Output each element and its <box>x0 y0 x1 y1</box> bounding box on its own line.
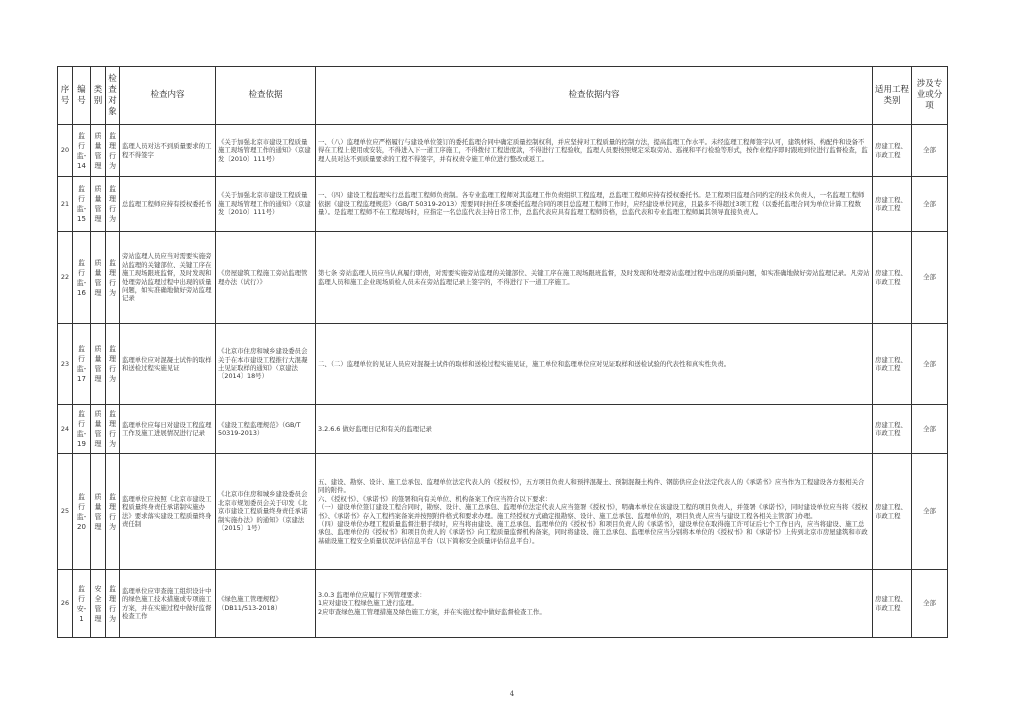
cell-basis-content: 一、（四）建设工程监理实行总监理工程师负责制。各专业监理工程师对其监理工作负责组织工程监理，总监理工程师应持有授权委托书。是工程项目监理合同约定的技术负责人，一名监理工程师依据《建设工程监理规范》（GB/T 50319-2013）需要同时担任多项委托监理合同的项目总监理工程师工作时，应经建设单位同意，且最多不得超过3项工程（以委托监理合同为单位计算工程数量）。是监理工程师不在工程现场时，应指定一名总监代表主持日常工作，总监代表应具有监理工程师资格，总监代表和专业监理工程师属其领导直接负责人。 <box>316 177 873 232</box>
cell-target: 监理行为 <box>106 454 120 570</box>
cell-code: 监行监-16 <box>73 232 91 324</box>
col-content: 检查内容 <box>120 67 216 125</box>
cell-division: 全部 <box>912 570 948 638</box>
col-division: 涉及专业或分项 <box>912 67 948 125</box>
cell-seq: 20 <box>58 125 73 177</box>
cell-seq: 21 <box>58 177 73 232</box>
cell-target: 监理行为 <box>106 177 120 232</box>
cell-division: 全部 <box>912 405 948 454</box>
cell-category: 质量管理 <box>91 125 106 177</box>
cell-basis: 《建设工程监理规范》（GB/T 50319-2013） <box>216 405 316 454</box>
table-row <box>58 324 948 405</box>
cell-basis: 《关于加强北京市建设工程质量施工现场管理工作的通知》（京建发〔2010〕111号） <box>216 125 316 177</box>
cell-target: 监理行为 <box>106 324 120 405</box>
cell-scope: 房建工程、市政工程 <box>873 405 912 454</box>
cell-target: 监理行为 <box>106 405 120 454</box>
cell-basis: 《北京市住房和城乡建设委员会北京市规划委员会关于印发《北京市建设工程质量终身责任承诺制实施办法》的通知》（京建法〔2015〕1号） <box>216 454 316 570</box>
cell-scope: 房建工程、市政工程 <box>873 454 912 570</box>
cell-code: 监行监-15 <box>73 177 91 232</box>
cell-seq: 24 <box>58 405 73 454</box>
table-row <box>58 177 948 232</box>
cell-basis: 《绿色施工管理规程》（DB11/513-2018） <box>216 570 316 638</box>
col-basis: 检查依据 <box>216 67 316 125</box>
cell-content: 监理单位应每日对建设工程监理工作及施工进展情况进行记录 <box>120 405 216 454</box>
cell-division: 全部 <box>912 232 948 324</box>
cell-scope: 房建工程、市政工程 <box>873 177 912 232</box>
cell-code: 监行安-1 <box>73 570 91 638</box>
cell-scope: 房建工程、市政工程 <box>873 324 912 405</box>
cell-basis-content: 一、（八）监理单位应严格履行与建设单位签订的委托监理合同中确定质量控制权利，并应坚持对工程质量的控制方法，提高监理工作水平。未经监理工程师签字认可，建筑材料、构配件和设备不得在工程上使用或安装，不得进入下一道工序施工，不得拨付工程进度款，不得进行工程验收，监理人员要按照规定采取旁站、巡视和平行检验等形式，按作业程序即时跟班到位进行监督检查，监理人员对达不到质量要求的工程不得签字，并有权责令施工单位进行整改或返工。 <box>316 125 873 177</box>
cell-division: 全部 <box>912 324 948 405</box>
cell-content: 总监理工程师应持有授权委托书 <box>120 177 216 232</box>
cell-division: 全部 <box>912 177 948 232</box>
cell-basis-content: 二、（二）监理单位的见证人员应对混凝土试件的取样和送检过程实施见证，施工单位和监理单位应对见证取样和送检试验的代表性和真实性负责。 <box>316 324 873 405</box>
cell-seq: 22 <box>58 232 73 324</box>
cell-target: 监理行为 <box>106 125 120 177</box>
cell-basis: 《北京市住房和城乡建设委员会关于在本市建设工程推行大混凝土见证取样的通知》（京建法〔2014〕18号） <box>216 324 316 405</box>
col-seq: 序号 <box>58 67 73 125</box>
cell-code: 监行监-17 <box>73 324 91 405</box>
col-category: 类别 <box>91 67 106 125</box>
cell-seq: 25 <box>58 454 73 570</box>
table-row <box>58 454 948 570</box>
cell-division: 全部 <box>912 454 948 570</box>
cell-basis: 《房屋建筑工程施工旁站监理管理办法（试行）》 <box>216 232 316 324</box>
table-row <box>58 570 948 638</box>
header-row <box>58 67 948 125</box>
col-code: 编号 <box>73 67 91 125</box>
cell-seq: 26 <box>58 570 73 638</box>
cell-category: 质量管理 <box>91 454 106 570</box>
table-row <box>58 125 948 177</box>
cell-code: 监行监-19 <box>73 405 91 454</box>
cell-category: 质量管理 <box>91 232 106 324</box>
col-basis-content: 检查依据内容 <box>316 67 873 125</box>
cell-basis-content: 3.0.3 监理单位应履行下列管理要求： 1应对建设工程绿色施工进行监理。 2应审查绿色施工管理措施及绿色施工方案，并在实施过程中做好监督检查工作。 <box>316 570 873 638</box>
cell-content: 监理单位应审查施工组织设计中的绿色施工技术措施或专项施工方案，并在实施过程中做好监督检查工作 <box>120 570 216 638</box>
cell-scope: 房建工程、市政工程 <box>873 125 912 177</box>
cell-category: 质量管理 <box>91 405 106 454</box>
cell-basis: 《关于加强北京市建设工程质量施工现场管理工作的通知》（京建发〔2010〕111号） <box>216 177 316 232</box>
cell-code: 监行监-20 <box>73 454 91 570</box>
cell-basis-content: 第七条 旁站监理人员应当认真履行职责，对需要实施旁站监理的关键部位、关键工序在施工现场跟班监督，及时发现和处理旁站监理过程中出现的质量问题，如实准确地做好旁站监理记录。凡旁站监理人员和施工企业现场质检人员未在旁站监理记录上签字的，不得进行下一道工序施工。 <box>316 232 873 324</box>
cell-scope: 房建工程、市政工程 <box>873 570 912 638</box>
cell-basis-content: 3.2.6.6 做好监理日记和有关的监理记录 <box>316 405 873 454</box>
cell-division: 全部 <box>912 125 948 177</box>
cell-category: 质量管理 <box>91 177 106 232</box>
cell-content: 监理人员对达不到质量要求的工程不得签字 <box>120 125 216 177</box>
table-row <box>58 405 948 454</box>
cell-content: 旁站监理人员应当对需要实施旁站监理的关键部位、关键工序在施工现场跟班监督，及时发现和处理旁站监理过程中出现的质量问题，如实准确地做好旁站监理记录 <box>120 232 216 324</box>
cell-basis-content: 五、建设、勘察、设计、施工总承包、监理单位法定代表人的《授权书》，五方项目负责人和预拌混凝土、预制混凝土构件、钢筋供应企业法定代表人的《承诺书》应当作为工程建设各方报相关合同的附件。 六、《授权书》、《承诺书》的签署和向有关单位、机构备案工作应当符合以下要求： （一）建设单位签订建设工程合同时，勘察、设计、施工总承包、监理单位法定代表人应当签署《授权书》，明确本单位在该建设工程的项目负责人，并签署《承诺书》，同时建设单位应当将《授权书》、《承诺书》存入工程档案备案并按照附件格式和要求办理。施工经授权方式确定报勘察、设计、施工总承包、监理单位的，项目负责人应当与建设工程各相关主管部门办理。 （四）建设单位办理工程质量监督注册手续时，应当将由建设、施工总承包、监理单位的《授权书》和项目负责人的《承诺书》，建设单位在取得施工许可证后七个工作日内，应当将建设、施工总承包、监理单位的《授权书》和项目负责人的《承诺书》向工程质量监督机构备案，同时将建设、施工总承包、监理单位应当分别将本单位的《授权书》和《承诺书》上传到北京市房屋建筑和市政基础设施工程安全质量状况评估信息平台（以下简称安全质量评估信息平台）。 <box>316 454 873 570</box>
cell-scope: 房建工程、市政工程 <box>873 232 912 324</box>
cell-code: 监行监-14 <box>73 125 91 177</box>
table-row <box>58 232 948 324</box>
inspection-table <box>57 66 948 638</box>
cell-category: 质量管理 <box>91 324 106 405</box>
cell-target: 监理行为 <box>106 232 120 324</box>
cell-category: 安全管理 <box>91 570 106 638</box>
page-number: 4 <box>509 690 515 698</box>
col-scope: 适用工程类别 <box>873 67 912 125</box>
cell-content: 监理单位应按照《北京市建设工程质量终身责任承诺制实施办法》要求落实建设工程质量终身责任制 <box>120 454 216 570</box>
cell-target: 监理行为 <box>106 570 120 638</box>
cell-seq: 23 <box>58 324 73 405</box>
col-target: 检查对象 <box>106 67 120 125</box>
cell-content: 监理单位应对混凝土试件的取样和送检过程实施见证 <box>120 324 216 405</box>
